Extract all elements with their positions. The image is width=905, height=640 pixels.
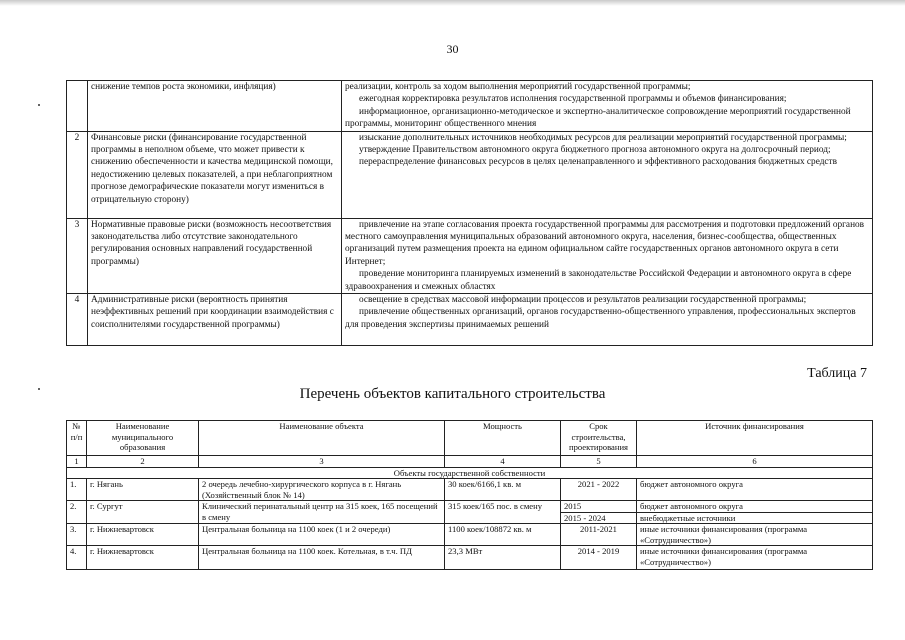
header-object: Наименование объекта xyxy=(199,421,445,456)
risk-measures xyxy=(342,294,873,346)
municipality: г. Сургут xyxy=(87,501,199,524)
capacity: 30 коек/6166,1 кв. м xyxy=(445,479,561,501)
measure-text: изыскание дополнительных источников необходимых ресурсов для реализации мероприятий государственной программы; xyxy=(359,132,847,143)
row-number: 3. xyxy=(67,524,87,546)
column-index: 2 xyxy=(87,456,199,468)
row-number: 2. xyxy=(67,501,87,524)
municipality: г. Нижневартовск xyxy=(87,524,199,546)
section-row xyxy=(67,467,873,479)
capacity: 1100 коек/108872 кв. м xyxy=(445,524,561,546)
table-header-row xyxy=(67,421,873,456)
table-row xyxy=(67,131,873,218)
risk-description: Финансовые риски (финансирование государственной программы в неполном объеме, что может привести к снижению обеспеченности и качества медицинской помощи, недостижению целевых показателей, а при неблагоприятном прогнозе демографические показатели могут измениться в отрицательную сторону) xyxy=(88,131,342,218)
capital-objects-table xyxy=(66,420,873,570)
header-source: Источник финансирования xyxy=(637,421,873,456)
risks-table xyxy=(66,80,873,346)
section-title: Объекты государственной собственности xyxy=(67,467,873,479)
funding-source-part: бюджет автономного округа xyxy=(637,501,872,513)
funding-source: иные источники финансирования (программа «Сотрудничество») xyxy=(637,546,873,570)
table-row xyxy=(67,501,873,524)
table-row xyxy=(67,546,873,570)
object-name: Клинический перинатальный центр на 315 коек, 165 посещений в смену xyxy=(199,501,445,524)
funding-source-part: внебюджетные источники xyxy=(640,512,736,523)
table-row xyxy=(67,218,873,293)
header-number: № п/п xyxy=(67,421,87,456)
column-index: 6 xyxy=(637,456,873,468)
measure-text: информационное, организационно-методическое и экспертно-аналитическое сопровождение мероприятий государственной программы, мониторинг общественного мнения xyxy=(345,106,851,130)
header-municipality: Наименование муниципального образования xyxy=(87,421,199,456)
term: 2011-2021 xyxy=(561,524,637,546)
measure-text: привлечение на этапе согласования проекта государственной программы для рассмотрения и подготовки предложений органов местного самоуправления муниципальных образований автономного округа, населения, бизнес-сообщества, общественных организаций путем размещения проекта на едином официальном сайте государственных органов автономного округа в сети Интернет; xyxy=(345,219,865,267)
row-number: 4. xyxy=(67,546,87,570)
column-index: 4 xyxy=(445,456,561,468)
risk-number: 3 xyxy=(67,218,88,293)
term xyxy=(561,501,637,524)
risk-measures xyxy=(342,81,873,132)
term-part: 2015 xyxy=(561,501,636,513)
page-number: 30 xyxy=(446,42,459,56)
scan-edge xyxy=(0,0,905,6)
measure-text: перераспределение финансовых ресурсов в целях целенаправленного и эффективного расходования бюджетных средств xyxy=(359,157,838,168)
measure-text: ежегодная корректировка результатов исполнения государственной программы и объемов финансирования; xyxy=(359,94,787,105)
measure-text: привлечение общественных организаций, органов государственно-общественного управления, профессиональных экспертов для проведения экспертизы принимаемых решений xyxy=(345,307,856,330)
header-term: Срок строительства, проектирования xyxy=(561,421,637,456)
risk-measures xyxy=(342,218,873,293)
municipality: г. Нягань xyxy=(87,479,199,501)
risk-number: 2 xyxy=(67,131,88,218)
measure-text: утверждение Правительством автономного округа бюджетного прогноза автономного округа на долгосрочный период; xyxy=(359,145,831,156)
risk-number xyxy=(67,81,88,132)
scan-speck xyxy=(38,104,40,106)
municipality: г. Нижневартовск xyxy=(87,546,199,570)
term: 2021 - 2022 xyxy=(561,479,637,501)
table-row xyxy=(67,479,873,501)
column-index-row xyxy=(67,456,873,468)
measure-text: освещение в средствах массовой информации процессов и результатов реализации государственной программы; xyxy=(359,295,807,306)
capacity: 23,3 МВт xyxy=(445,546,561,570)
risk-description: Административные риски (вероятность принятия неэффективных решений при координации взаимодействия с соисполнителями государственной программы) xyxy=(88,294,342,346)
risk-measures xyxy=(342,131,873,218)
object-name: 2 очередь лечебно-хирургического корпуса в г. Нягань (Хозяйственный блок № 14) xyxy=(199,479,445,501)
object-name: Центральная больница на 1100 коек (1 и 2 очереди) xyxy=(199,524,445,546)
funding-source: бюджет автономного округа xyxy=(637,479,873,501)
term-part: 2015 - 2024 xyxy=(564,512,606,523)
funding-source: иные источники финансирования (программа «Сотрудничество») xyxy=(637,524,873,546)
risk-description: Нормативные правовые риски (возможность несоответствия законодательства либо отсутствие законодательного регулирования основных направлений государственной программы) xyxy=(88,218,342,293)
measure-text: реализации, контроль за ходом выполнения мероприятий государственной программы; xyxy=(345,82,691,92)
measure-text: проведение мониторинга планируемых изменений в законодательстве Российской Федерации и автономного округа в сфере здравоохранения и смежных областях xyxy=(345,269,852,292)
row-number: 1. xyxy=(67,479,87,501)
table-label: Таблица 7 xyxy=(807,366,867,381)
table-row xyxy=(67,524,873,546)
capacity: 315 коек/165 пос. в смену xyxy=(445,501,561,524)
term: 2014 - 2019 xyxy=(561,546,637,570)
document-title: Перечень объектов капитального строительства xyxy=(299,386,606,402)
column-index: 1 xyxy=(67,456,87,468)
risk-description: снижение темпов роста экономики, инфляция) xyxy=(88,81,342,132)
column-index: 5 xyxy=(561,456,637,468)
column-index: 3 xyxy=(199,456,445,468)
table-row xyxy=(67,81,873,132)
header-capacity: Мощность xyxy=(445,421,561,456)
object-name: Центральная больница на 1100 коек. Котельная, в т.ч. ПД xyxy=(199,546,445,570)
risk-number: 4 xyxy=(67,294,88,346)
table-row xyxy=(67,294,873,346)
funding-source xyxy=(637,501,873,524)
